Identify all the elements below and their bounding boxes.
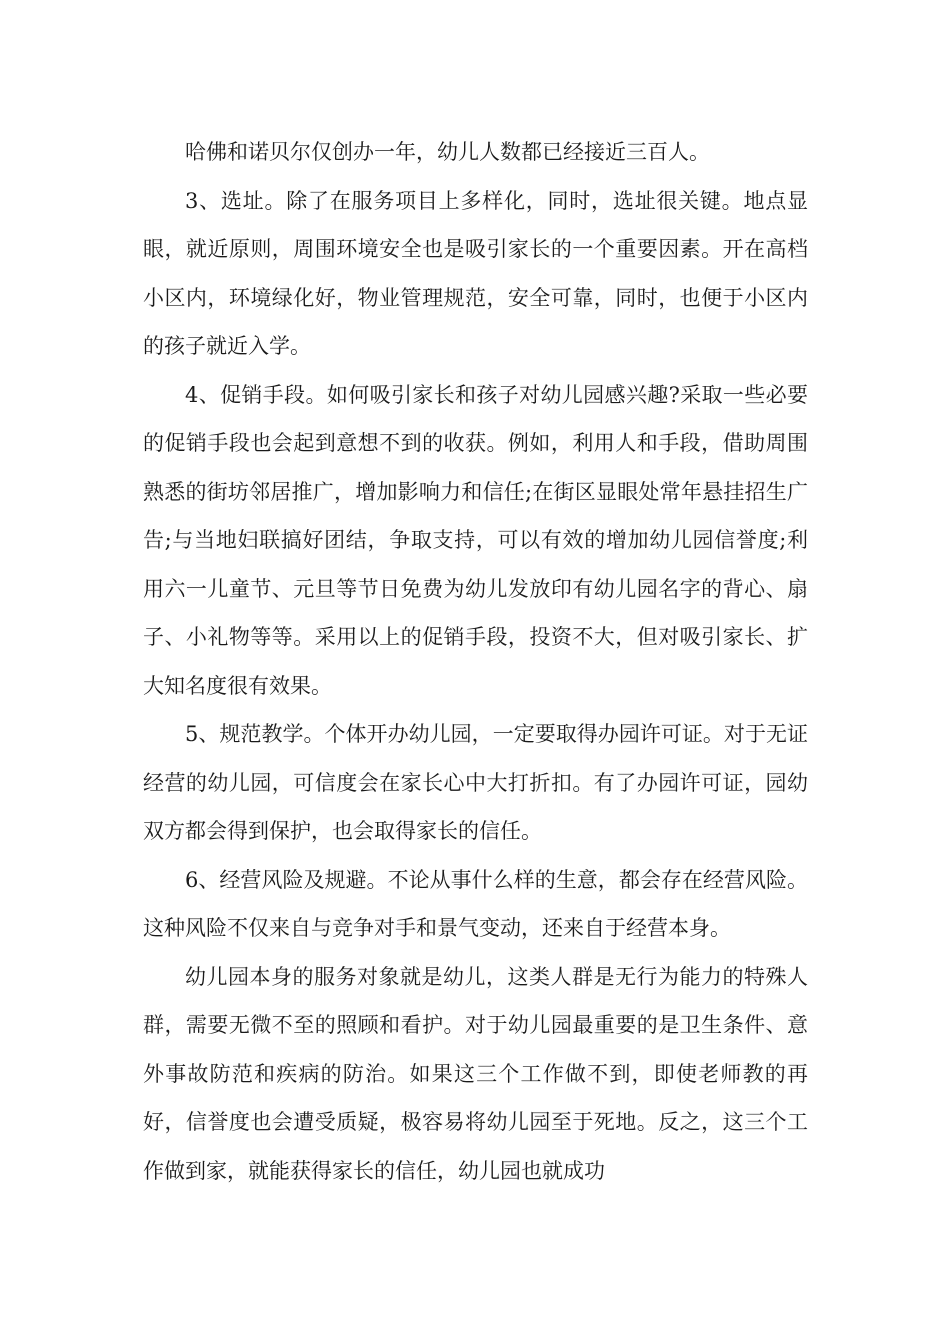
paragraph-service-target: 幼儿园本身的服务对象就是幼儿，这类人群是无行为能力的特殊人群，需要无微不至的照顾和看护。对于幼儿园最重要的是卫生条件、意外事故防范和疾病的防治。如果这三个工作做不到，即使老师教的再好，信誉度也会遭受质疑，极容易将幼儿园至于死地。反之，这三个工作做到家，就能获得家长的信任，幼儿园也就成功	[143, 964, 808, 1183]
document-body	[143, 128, 808, 1195]
paragraph-site-selection: 3、选址。除了在服务项目上多样化，同时，选址很关键。地点显眼，就近原则，周围环境安全也是吸引家长的一个重要因素。开在高档小区内，环境绿化好，物业管理规范，安全可靠，同时，也便于小区内的孩子就近入学。	[143, 188, 808, 358]
paragraph-enrollment: 哈佛和诺贝尔仅创办一年，幼儿人数都已经接近三百人。	[185, 140, 710, 164]
paragraph-business-risk: 6、经营风险及规避。不论从事什么样的生意，都会存在经营风险。这种风险不仅来自与竞争对手和景气变动，还来自于经营本身。	[143, 867, 808, 940]
paragraph-promotion: 4、促销手段。如何吸引家长和孩子对幼儿园感兴趣?采取一些必要的促销手段也会起到意想不到的收获。例如，利用人和手段，借助周围熟悉的街坊邻居推广，增加影响力和信任;在街区显眼处常年悬挂招生广告;与当地妇联搞好团结，争取支持，可以有效的增加幼儿园信誉度;利用六一儿童节、元旦等节日免费为幼儿发放印有幼儿园名字的背心、扇子、小礼物等等。采用以上的促销手段，投资不大，但对吸引家长、扩大知名度很有效果。	[143, 382, 808, 698]
paragraph-standard-teaching: 5、规范教学。个体开办幼儿园，一定要取得办园许可证。对于无证经营的幼儿园，可信度会在家长心中大打折扣。有了办园许可证，园幼双方都会得到保护，也会取得家长的信任。	[143, 722, 808, 843]
